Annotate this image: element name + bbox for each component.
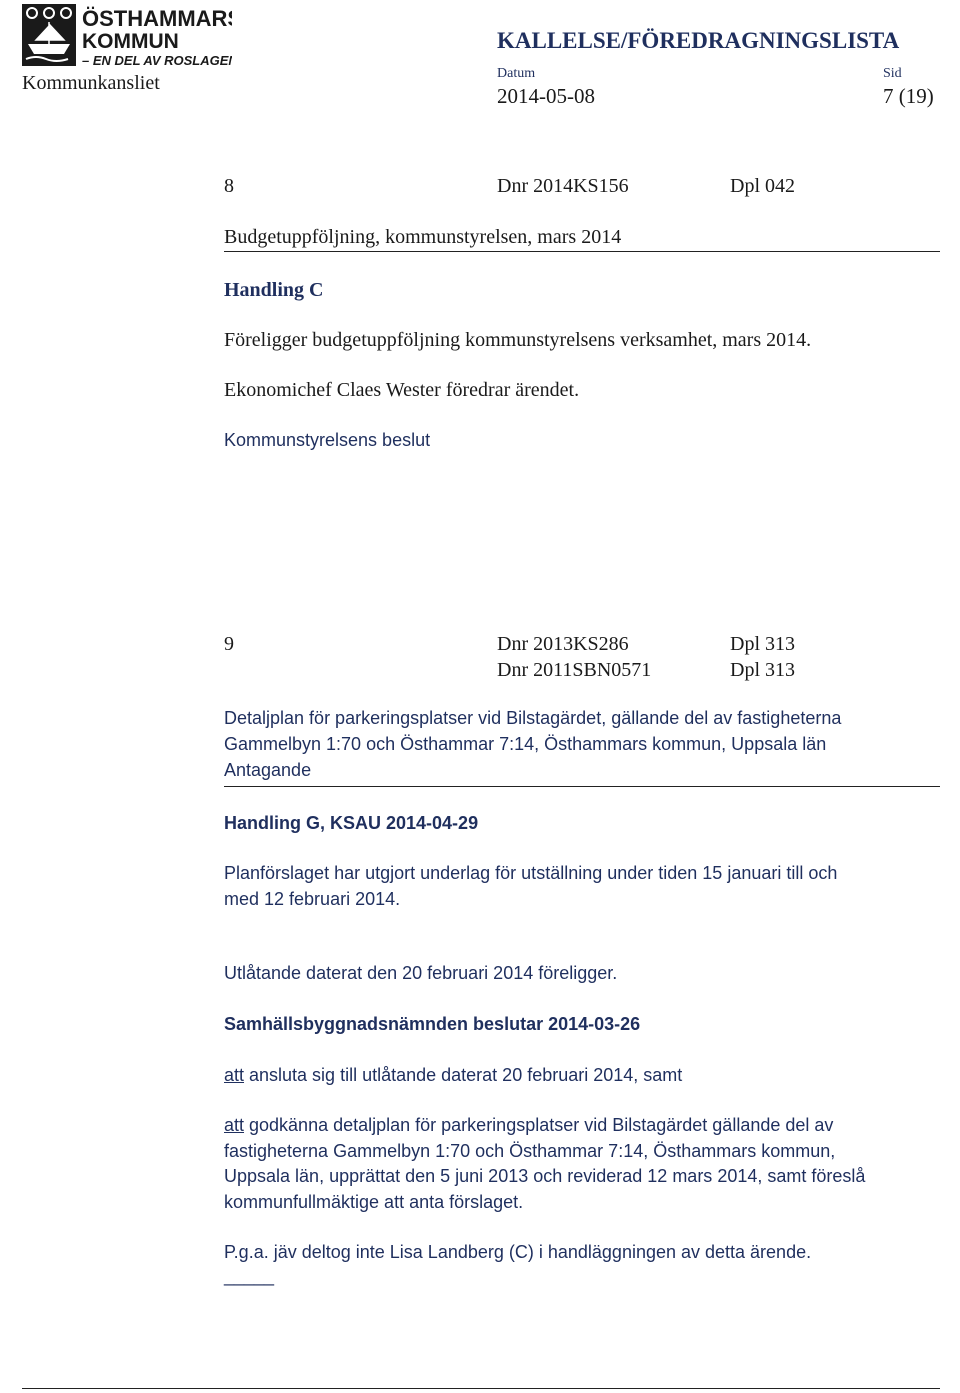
date-label: Datum: [497, 66, 536, 81]
municipality-logo: [22, 4, 232, 68]
item9-title-line1: Detaljplan för parkeringsplatser vid Bilstagärdet, gällande del av fastigheterna: [224, 708, 842, 728]
item9-paragraph1-line2: med 12 februari 2014.: [224, 889, 401, 909]
item9-handling: Handling G, KSAU 2014-04-29: [224, 813, 479, 833]
document-title: KALLELSE/FÖREDRAGNINGSLISTA: [497, 28, 900, 53]
page-label: Sid: [883, 66, 902, 81]
item9-dnr2: Dnr 2011SBN0571: [497, 659, 652, 681]
item8-decision-heading: Kommunstyrelsens beslut: [224, 430, 431, 450]
item9-title-rule: [224, 786, 940, 787]
item8-handling: Handling C: [224, 279, 324, 301]
att-clause-1: [224, 1065, 682, 1086]
item8-dpl: Dpl 042: [730, 175, 795, 197]
item8-number: 8: [224, 175, 234, 197]
att-keyword: att: [224, 1065, 245, 1085]
item9-dnr1: Dnr 2013KS286: [497, 633, 629, 655]
att-clause-2-line2: fastigheterna Gammelbyn 1:70 och Östhammar 7:14, Östhammars kommun,: [224, 1141, 836, 1161]
item8-dnr: Dnr 2014KS156: [497, 175, 629, 197]
logo-text-line1: ÖSTHAMMARS: [82, 6, 232, 31]
att-clause-1-text: ansluta sig till utlåtande daterat 20 februari 2014, samt: [244, 1065, 683, 1085]
department-name: Kommunkansliet: [22, 72, 160, 94]
item8-title: Budgetuppföljning, kommunstyrelsen, mars 2014: [224, 226, 622, 248]
item8-paragraph2: Ekonomichef Claes Wester föredrar ärendet.: [224, 379, 580, 401]
att-clause-2-line4: kommunfullmäktige att anta förslaget.: [224, 1192, 524, 1212]
footer-rule: [22, 1388, 940, 1389]
logo-emblem-icon: [22, 4, 232, 68]
end-mark: _____: [224, 1266, 275, 1286]
item8-title-rule: [224, 251, 940, 252]
item9-dpl2: Dpl 313: [730, 659, 795, 681]
att-clause-2-text: godkänna detaljplan för parkeringsplatser vid Bilstagärdet gällande del av: [244, 1115, 834, 1135]
page-number: 7 (19): [883, 84, 934, 108]
item9-paragraph1-line1: Planförslaget har utgjort underlag för utställning under tiden 15 januari till och: [224, 863, 838, 883]
att-clause-2-line1: [224, 1115, 833, 1136]
item9-number: 9: [224, 633, 234, 655]
att-keyword: att: [224, 1115, 245, 1135]
item9-title-line2: Gammelbyn 1:70 och Östhammar 7:14, Östhammars kommun, Uppsala län: [224, 734, 827, 754]
item8-paragraph1: Föreligger budgetuppföljning kommunstyrelsens verksamhet, mars 2014.: [224, 329, 812, 351]
item9-dpl1: Dpl 313: [730, 633, 795, 655]
sbn-decision-heading: Samhällsbyggnadsnämnden beslutar 2014-03-26: [224, 1014, 641, 1034]
logo-text-line3: – EN DEL AV ROSLAGEN: [82, 53, 232, 68]
document-date: 2014-05-08: [497, 84, 595, 108]
item9-title-line3: Antagande: [224, 760, 312, 780]
item9-paragraph2: Utlåtande daterat den 20 februari 2014 föreligger.: [224, 963, 618, 983]
att-clause-2-line3: Uppsala län, upprättat den 5 juni 2013 och reviderad 12 mars 2014, samt föreslå: [224, 1166, 866, 1186]
logo-text-line2: KOMMUN: [82, 30, 179, 53]
conflict-of-interest-note: P.g.a. jäv deltog inte Lisa Landberg (C) i handläggningen av detta ärende.: [224, 1242, 812, 1262]
